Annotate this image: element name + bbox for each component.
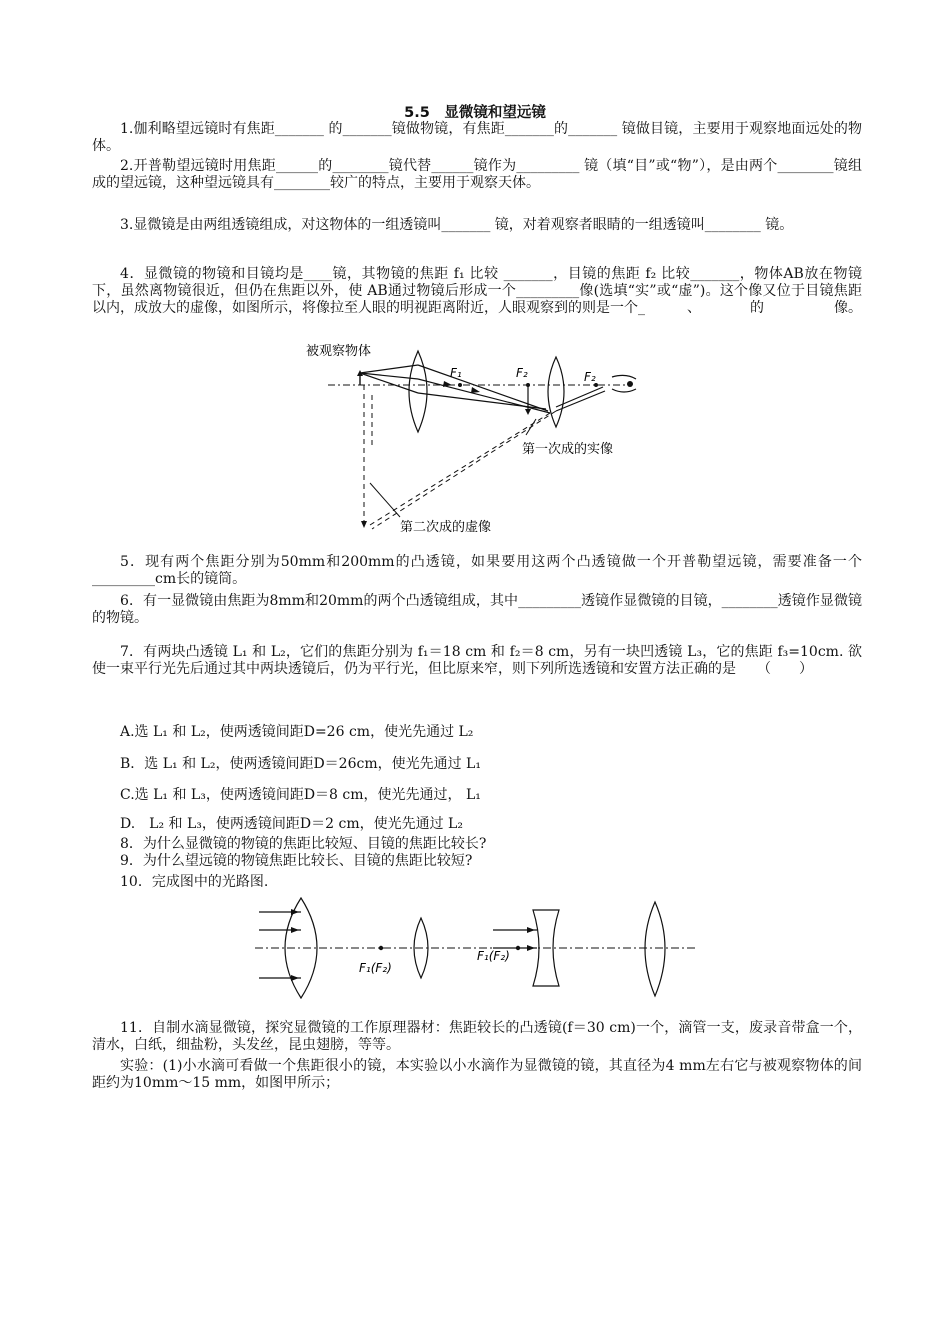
option-b: B．选 L₁ 和 L₂，使两透镜间距D＝26cm，使光先通过 L₁	[120, 756, 481, 772]
label-f1: F₁	[450, 366, 462, 380]
objective-lens	[409, 351, 427, 432]
question-8: 8．为什么显微镜的物镜的焦距比较短、目镜的焦距比较长?	[120, 836, 487, 852]
microscope-ray-diagram	[300, 335, 640, 545]
label-focus-left: F₁(F₂)	[359, 961, 392, 975]
label-f2b: F₂	[584, 370, 596, 384]
question-6: 6．有一显微镜由焦距为8mm和20mm的两个凸透镜组成，其中_________透镜作显微镜的目镜，________透镜作显微镜的物镜。	[92, 593, 862, 626]
label-real-image: 第一次成的实像	[522, 442, 614, 457]
light-path-diagram	[255, 890, 695, 1005]
label-object: 被观察物体	[306, 344, 372, 359]
option-c: C.选 L₁ 和 L₃，使两透镜间距D＝8 cm，使光先通过， L₁	[120, 787, 481, 803]
option-d: D. L₂ 和 L₃，使两透镜间距D＝2 cm，使光先通过 L₂	[120, 816, 463, 832]
eyepiece-lens	[548, 357, 564, 427]
label-f2a: F₂	[516, 366, 528, 380]
page-title: 5.5 显微镜和望远镜	[404, 105, 546, 121]
question-3: 3.显微镜是由两组透镜组成，对这物体的一组透镜叫_______ 镜，对着观察者眼睛的一组透镜叫________ 镜。	[120, 217, 794, 233]
label-virtual-image: 第二次成的虚像	[400, 520, 492, 535]
question-5: 5．现有两个焦距分别为50mm和200mm的凸透镜，如果要用这两个凸透镜做一个开普勒望远镜，需要准备一个_________cm长的镜筒。	[92, 554, 862, 587]
question-4: 4．显微镜的物镜和目镜均是____镜，其物镜的焦距 f₁ 比较 _______，目镜的焦距 f₂ 比较_______，物体AB放在物镜下，虽然离物镜很近，但仍在焦距以外，使 AB通过物镜后形成一个_________像(选填“实”或“虚”)。这个像又位于目镜焦距以内，成放大的虚像，如图所示，将像拉至人眼的明视距离附近，人眼观察到的则是一个_ 、 的 像。	[92, 266, 862, 316]
question-11: 11．自制水滴显微镜，探究显微镜的工作原理器材：焦距较长的凸透镜(f＝30 cm)一个，滴管一支，废录音带盒一个，清水，白纸，细盐粉，头发丝，昆虫翅膀，等等。	[92, 1020, 862, 1053]
question-11-experiment: 实验：(1)小水滴可看做一个焦距很小的镜，本实验以小水滴作为显微镜的镜，其直径为4 mm左右它与被观察物体的间距约为10mm～15 mm，如图甲所示；	[92, 1058, 862, 1091]
question-9: 9．为什么望远镜的物镜焦距比较长、目镜的焦距比较短?	[120, 853, 473, 869]
label-focus-right: F₁(F₂)	[477, 949, 510, 963]
option-a: A.选 L₁ 和 L₂，使两透镜间距D=26 cm，使光先通过 L₂	[120, 724, 474, 740]
question-2: 2.开普勒望远镜时用焦距______的________镜代替______镜作为_________ 镜（填“目”或“物”），是由两个________镜组成的望远镜，这种望远镜具有________较广的特点，主要用于观察天体。	[92, 158, 862, 191]
question-10: 10．完成图中的光路图.	[120, 874, 269, 890]
question-1: 1.伽利略望远镜时有焦距_______ 的_______镜做物镜，有焦距_______的_______ 镜做目镜，主要用于观察地面远处的物体。	[92, 121, 862, 154]
question-7: 7．有两块凸透镜 L₁ 和 L₂，它们的焦距分别为 f₁＝18 cm 和 f₂＝8 cm，另有一块凹透镜 L₃，它的焦距 f₃=10cm. 欲使一束平行光先后通过其中两块透镜后，仍为平行光，但比原来窄，则下列所选透镜和安置方法正确的是 （ ）	[92, 644, 862, 677]
